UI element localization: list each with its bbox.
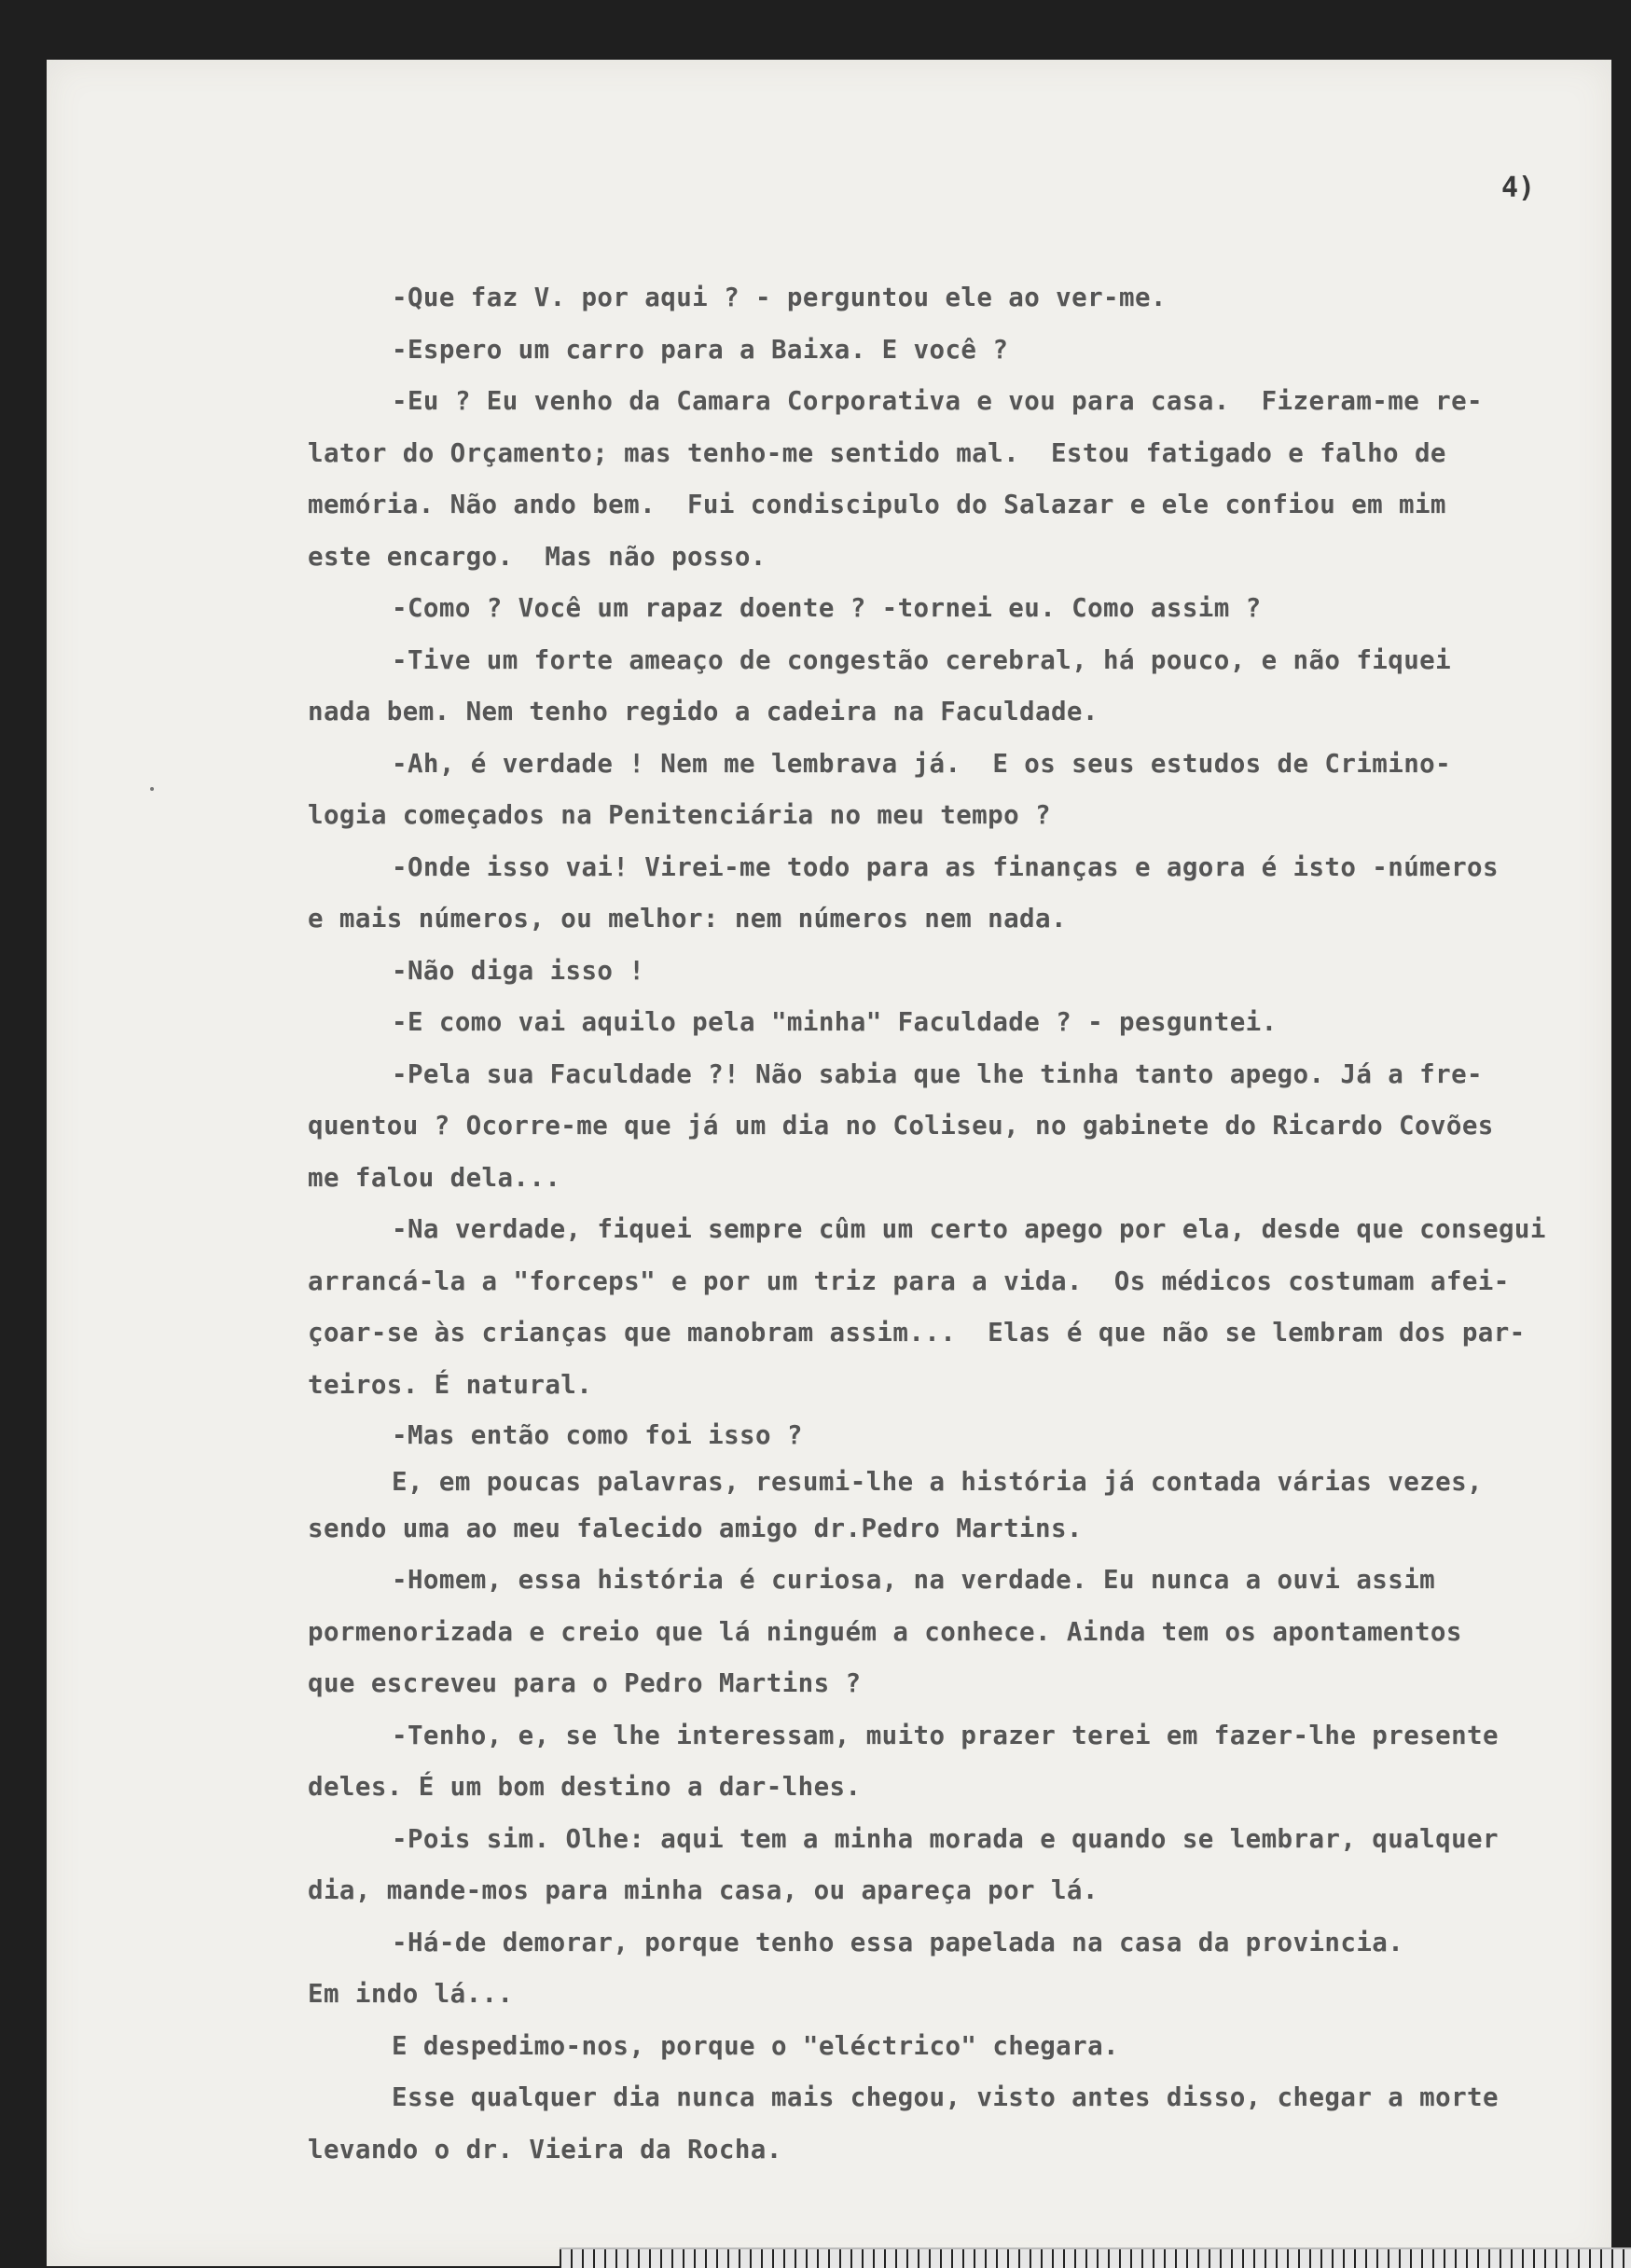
text-line: nada bem. Nem tenho regido a cadeira na Faculdade. bbox=[308, 697, 1099, 726]
text-line: -Homem, essa história é curiosa, na verdade. Eu nunca a ouvi assim bbox=[392, 1565, 1436, 1595]
text-line: -Que faz V. por aqui ? - perguntou ele ao ver-me. bbox=[392, 283, 1167, 312]
text-line: E, em poucas palavras, resumi-lhe a história já contada várias vezes, bbox=[392, 1466, 1483, 1497]
text-line: -Espero um carro para a Baixa. E você ? bbox=[392, 334, 1009, 365]
text-line: pormenorizada e creio que lá ninguém a conhece. Ainda tem os apontamentos bbox=[308, 1616, 1462, 1647]
text-line: -Eu ? Eu venho da Camara Corporativa e vou para casa. Fizeram-me re- bbox=[392, 386, 1483, 416]
text-line: dia, mande-mos para minha casa, ou apareça por lá. bbox=[308, 1875, 1099, 1905]
text-line: me falou dela... bbox=[308, 1162, 561, 1193]
text-line: logia começados na Penitenciária no meu tempo ? bbox=[308, 800, 1051, 830]
text-line: teiros. É natural. bbox=[308, 1369, 593, 1400]
text-line: -Pois sim. Olhe: aqui tem a minha morada e quando se lembrar, qualquer bbox=[392, 1823, 1499, 1854]
text-line: çoar-se às crianças que manobram assim... Elas é que não se lembram dos par- bbox=[308, 1318, 1526, 1348]
page-number: 4) bbox=[1501, 172, 1536, 204]
text-line: -Como ? Você um rapaz doente ? -tornei eu. Como assim ? bbox=[392, 593, 1262, 623]
text-line: -Tive um forte ameaço de congestão cerebral, há pouco, e não fiquei bbox=[392, 644, 1452, 675]
text-line: -Mas então como foi isso ? bbox=[392, 1419, 803, 1450]
text-line: quentou ? Ocorre-me que já um dia no Coliseu, no gabinete do Ricardo Covões bbox=[308, 1111, 1494, 1141]
text-line: e mais números, ou melhor: nem números nem nada. bbox=[308, 904, 1067, 933]
scale-ruler bbox=[560, 2247, 1631, 2268]
text-line: arrancá-la a "forceps" e por um triz para a vida. Os médicos costumam afei- bbox=[308, 1265, 1510, 1296]
text-line: memória. Não ando bem. Fui condiscipulo do Salazar e ele confiou em mim bbox=[308, 490, 1446, 519]
text-line: este encargo. Mas não posso. bbox=[308, 541, 767, 572]
text-line: E despedimo-nos, porque o "eléctrico" chegara. bbox=[392, 2030, 1119, 2061]
text-line: lator do Orçamento; mas tenho-me sentido mal. Estou fatigado e falho de bbox=[308, 437, 1446, 468]
text-line: Em indo lá... bbox=[308, 1979, 514, 2009]
typed-text-body bbox=[308, 272, 1631, 2176]
text-line: -Pela sua Faculdade ?! Não sabia que lhe tinha tanto apego. Já a fre- bbox=[392, 1058, 1483, 1089]
text-line: -Onde isso vai! Virei-me todo para as finanças e agora é isto -números bbox=[392, 851, 1499, 882]
text-line: levando o dr. Vieira da Rocha. bbox=[308, 2134, 782, 2164]
paper-speck bbox=[150, 787, 154, 791]
text-line: -Ah, é verdade ! Nem me lembrava já. E os seus estudos de Crimino- bbox=[392, 748, 1452, 779]
text-line: Esse qualquer dia nunca mais chegou, visto antes disso, chegar a morte bbox=[392, 2082, 1499, 2112]
text-line: -Tenho, e, se lhe interessam, muito prazer terei em fazer-lhe presente bbox=[392, 1720, 1499, 1750]
text-line: -Há-de demorar, porque tenho essa papelada na casa da provincia. bbox=[392, 1927, 1404, 1957]
text-line: que escreveu para o Pedro Martins ? bbox=[308, 1668, 862, 1698]
text-line: deles. É um bom destino a dar-lhes. bbox=[308, 1772, 862, 1802]
text-line: -E como vai aquilo pela "minha" Faculdade ? - pesguntei. bbox=[392, 1007, 1278, 1037]
text-line: -Na verdade, fiquei sempre cûm um certo apego por ela, desde que consegui bbox=[392, 1214, 1546, 1244]
text-line: -Não diga isso ! bbox=[392, 955, 645, 986]
text-line: sendo uma ao meu falecido amigo dr.Pedro Martins. bbox=[308, 1513, 1083, 1543]
document-page bbox=[47, 60, 1611, 2266]
